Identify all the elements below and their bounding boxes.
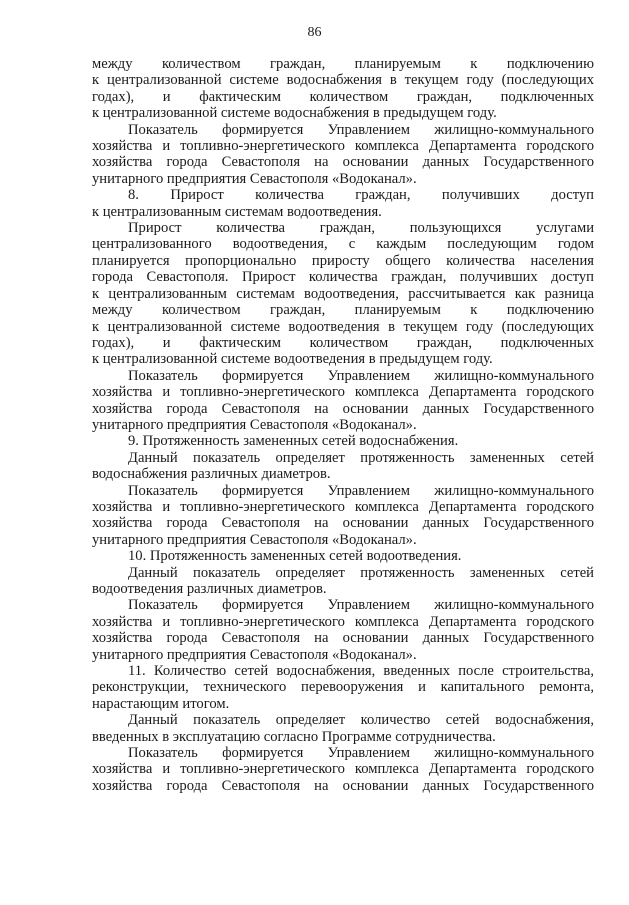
text-line: к централизованной системе водоотведения в предыдущем году. (92, 351, 493, 368)
text-line: водоснабжения различных диаметров. (92, 466, 331, 483)
text-line: Показатель формируется Управлением жилищно-коммунального (128, 367, 594, 384)
paragraph (92, 433, 594, 449)
text-line: 11. Количество сетей водоснабжения, введенных после строительства, (128, 663, 594, 680)
text-line: Данный показатель определяет протяженность замененных сетей (128, 564, 594, 581)
text-line: Показатель формируется Управлением жилищно-коммунального (128, 745, 594, 762)
text-line: между количеством граждан, планируемым к подключению (92, 56, 594, 72)
text-line: реконструкции, технического перевооружения и капитального ремонта, (92, 679, 594, 696)
paragraph (92, 187, 594, 220)
paragraph (92, 122, 594, 188)
paragraph (92, 368, 594, 434)
text-line: города Севастополя. Прирост количества граждан, получивших доступ (92, 269, 594, 286)
text-line: Данный показатель определяет протяженность замененных сетей (128, 449, 594, 466)
text-line: хозяйства и топливно-энергетического комплекса Департамента городского (92, 613, 594, 630)
text-line: хозяйства города Севастополя на основании данных Государственного (92, 400, 594, 417)
text-line: к централизованным системам водоотведения, рассчитывается как разница (92, 285, 594, 302)
paragraph (92, 745, 594, 794)
page-number: 86 (307, 25, 322, 40)
text-line: унитарного предприятия Севастополя «Водоканал». (92, 531, 417, 548)
text-line: Показатель формируется Управлением жилищно-коммунального (128, 482, 594, 499)
text-line: между количеством граждан, планируемым к подключению (92, 302, 594, 319)
text-line: хозяйства города Севастополя на основании данных Государственного (92, 515, 594, 532)
text-line: хозяйства города Севастополя на основании данных Государственного (92, 154, 594, 171)
paragraph (92, 220, 594, 368)
document-body (92, 56, 594, 794)
text-line: планируется пропорционально приросту общего количества населения (92, 252, 594, 269)
text-line: 8. Прирост количества граждан, получивших доступ (128, 187, 594, 204)
text-line: 9. Протяженность замененных сетей водоснабжения. (128, 433, 459, 450)
text-line: к централизованной системе водоотведения в текущем году (последующих (92, 318, 594, 335)
text-line: введенных в эксплуатацию согласно Программе сотрудничества. (92, 728, 496, 745)
text-line: хозяйства и топливно-энергетического комплекса Департамента городского (92, 761, 594, 778)
text-line: хозяйства и топливно-энергетического комплекса Департамента городского (92, 498, 594, 515)
text-line: годах), и фактическим количеством граждан, подключенных (92, 334, 594, 351)
text-line: Прирост количества граждан, пользующихся услугами (128, 220, 594, 237)
text-line: Показатель формируется Управлением жилищно-коммунального (128, 121, 594, 138)
text-line: к централизованным системам водоотведения. (92, 203, 382, 220)
paragraph (92, 56, 594, 122)
paragraph (92, 663, 594, 712)
paragraph (92, 597, 594, 663)
text-line: 10. Протяженность замененных сетей водоотведения. (128, 548, 462, 565)
text-line: хозяйства и топливно-энергетического комплекса Департамента городского (92, 138, 594, 155)
text-line: хозяйства и топливно-энергетического комплекса Департамента городского (92, 384, 594, 401)
text-line: хозяйства города Севастополя на основании данных Государственного (92, 777, 594, 794)
paragraph (92, 548, 594, 564)
text-line: хозяйства города Севастополя на основании данных Государственного (92, 630, 594, 647)
paragraph (92, 565, 594, 598)
text-line: унитарного предприятия Севастополя «Водоканал». (92, 416, 417, 433)
text-line: водоотведения различных диаметров. (92, 581, 327, 597)
text-line: годах), и фактическим количеством граждан, подключенных (92, 88, 594, 105)
text-line: нарастающим итогом. (92, 695, 230, 712)
paragraph (92, 483, 594, 549)
text-line: централизованного водоотведения, с каждым последующим годом (92, 236, 594, 253)
text-line: к централизованной системе водоснабжения в предыдущем году. (92, 105, 497, 122)
text-line: унитарного предприятия Севастополя «Водоканал». (92, 646, 417, 663)
text-line: Данный показатель определяет количество сетей водоснабжения, (128, 712, 594, 729)
text-line: к централизованной системе водоснабжения в текущем году (последующих (92, 72, 594, 89)
text-line: унитарного предприятия Севастополя «Водоканал». (92, 170, 417, 187)
paragraph (92, 450, 594, 483)
text-line: Показатель формируется Управлением жилищно-коммунального (128, 597, 594, 614)
paragraph (92, 712, 594, 745)
